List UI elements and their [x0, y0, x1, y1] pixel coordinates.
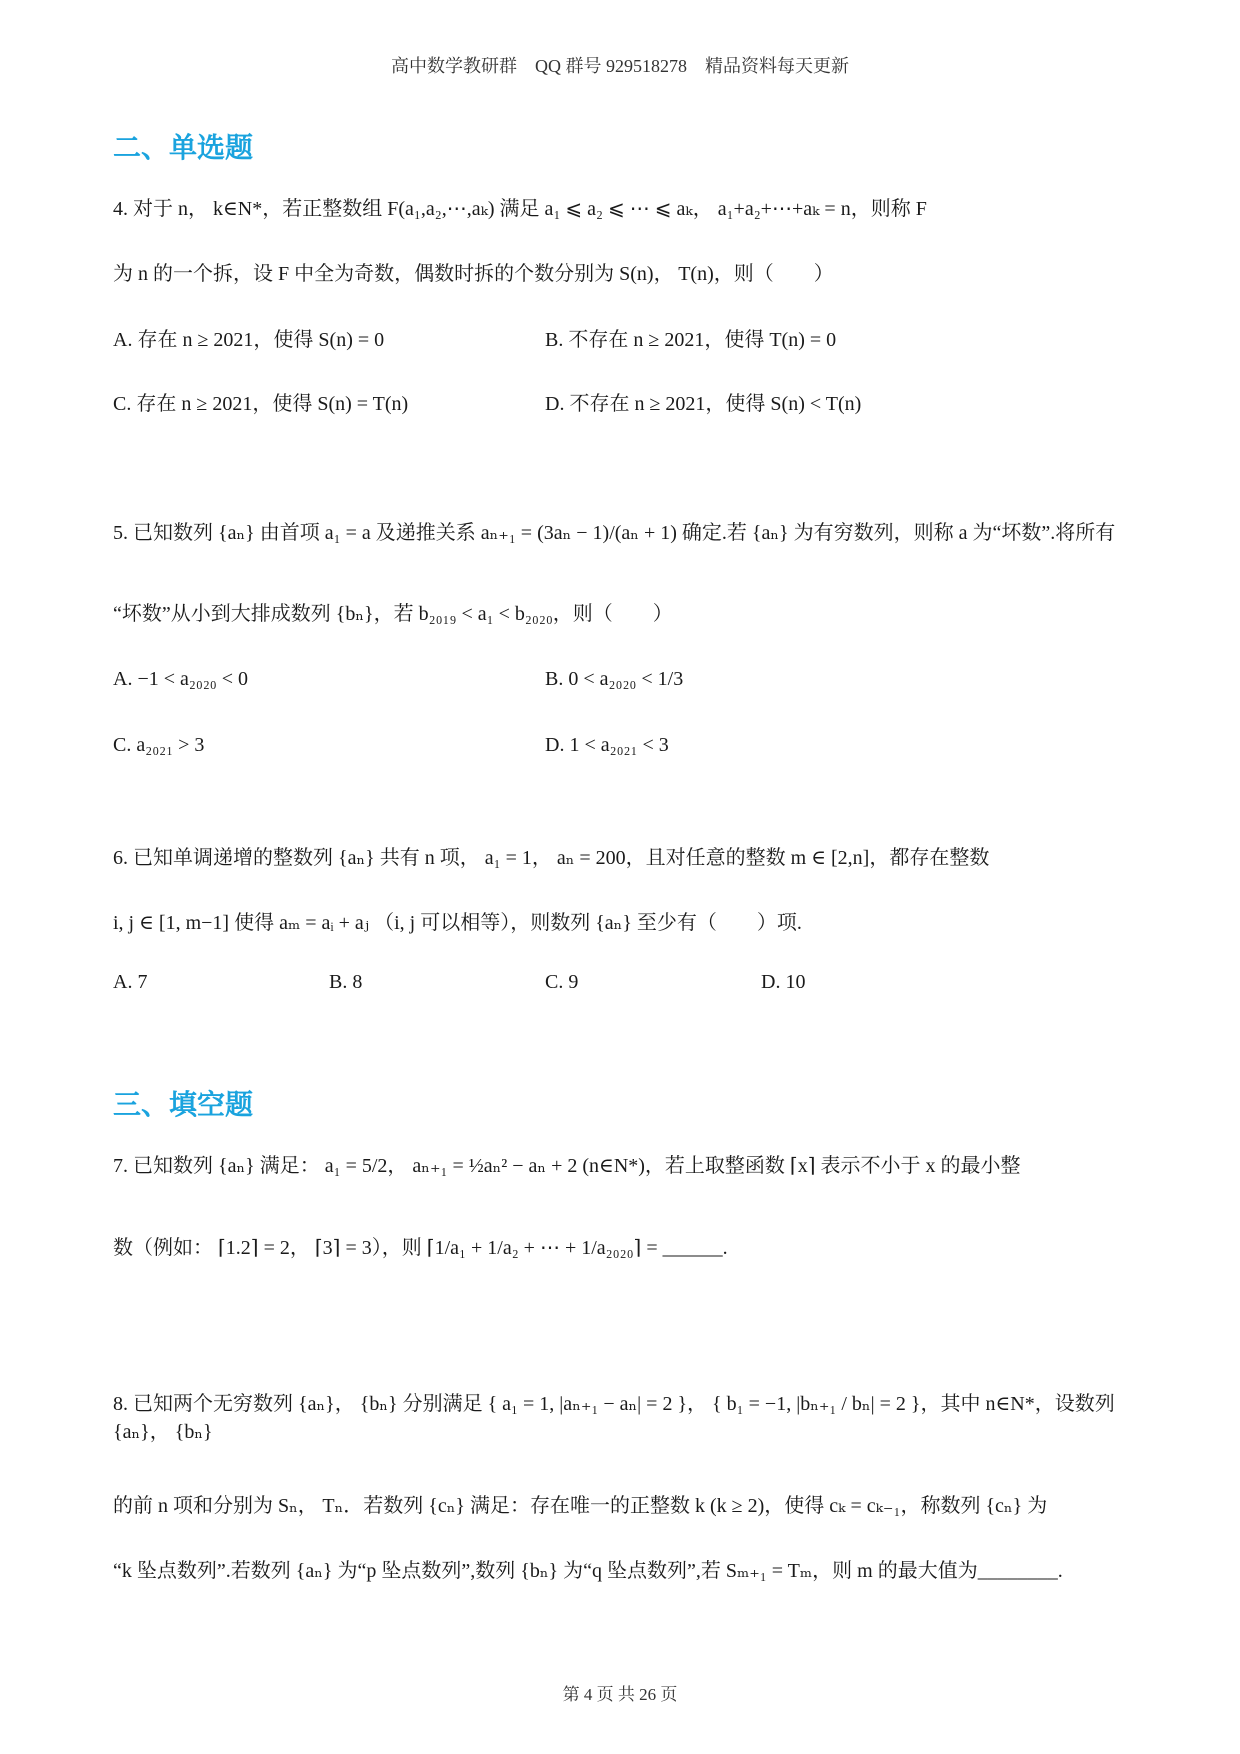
q6-option-d: D. 10: [761, 971, 806, 993]
q8-line-1: 8. 已知两个无穷数列 {aₙ}， {bₙ} 分别满足 { a₁ = 1, |aₙ₊₁ − aₙ| = 2 }， { b₁ = −1, |bₙ₊₁ / bₙ| = 2 }，其中 n∈N*，设数列 {aₙ}， {bₙ}: [113, 1393, 1115, 1443]
q5-option-d: D. 1 < a₂₀₂₁ < 3: [545, 734, 669, 756]
q6-option-a: A. 7: [113, 971, 148, 993]
q4-option-c: C. 存在 n ≥ 2021，使得 S(n) = T(n): [113, 393, 409, 415]
q4-option-b: B. 不存在 n ≥ 2021，使得 T(n) = 0: [545, 329, 837, 351]
q4-option-a: A. 存在 n ≥ 2021，使得 S(n) = 0: [113, 329, 385, 351]
q7-line-2: 数（例如： ⌈1.2⌉ = 2， ⌈3⌉ = 3），则 ⌈1/a₁ + 1/a₂ + ⋯ + 1/a₂₀₂₀⌉ = ______.: [113, 1237, 728, 1259]
q6-option-c: C. 9: [545, 971, 579, 993]
q4-line-1: 4. 对于 n， k∈N*，若正整数组 F(a₁,a₂,⋯,aₖ) 满足 a₁ ⩽ a₂ ⩽ ⋯ ⩽ aₖ， a₁+a₂+⋯+aₖ = n，则称 F: [113, 198, 927, 220]
q5-line-2: “坏数”从小到大排成数列 {bₙ}，若 b₂₀₁₉ < a₁ < b₂₀₂₀，则（ ）: [113, 603, 673, 625]
page-header: 高中数学教研群 QQ 群号 929518278 精品资料每天更新: [391, 56, 849, 76]
q5-option-c: C. a₂₀₂₁ > 3: [113, 734, 205, 756]
q5-line-1: 5. 已知数列 {aₙ} 由首项 a₁ = a 及递推关系 aₙ₊₁ = (3aₙ − 1)/(aₙ + 1) 确定.若 {aₙ} 为有穷数列，则称 a 为“坏数”.将所有: [113, 522, 1116, 544]
q5-option-b: B. 0 < a₂₀₂₀ < 1/3: [545, 668, 684, 690]
q6-line-2: i, j ∈ [1, m−1] 使得 aₘ = aᵢ + aⱼ （i, j 可以相等），则数列 {aₙ} 至少有（ ）项.: [113, 912, 802, 934]
q8-line-2: 的前 n 项和分别为 Sₙ， Tₙ．若数列 {cₙ} 满足：存在唯一的正整数 k (k ≥ 2)，使得 cₖ = cₖ₋₁，称数列 {cₙ} 为: [113, 1495, 1048, 1517]
q4-option-d: D. 不存在 n ≥ 2021，使得 S(n) < T(n): [545, 393, 862, 415]
q5-option-a: A. −1 < a₂₀₂₀ < 0: [113, 668, 249, 690]
page-footer: 第 4 页 共 26 页: [562, 1685, 678, 1704]
q6-option-b: B. 8: [329, 971, 363, 993]
q7-line-1: 7. 已知数列 {aₙ} 满足： a₁ = 5/2， aₙ₊₁ = ½aₙ² − aₙ + 2 (n∈N*)，若上取整函数 ⌈x⌉ 表示不小于 x 的最小整: [113, 1155, 1021, 1177]
q8-line-3: “k 坠点数列”.若数列 {aₙ} 为“p 坠点数列”,数列 {bₙ} 为“q 坠点数列”,若 Sₘ₊₁ = Tₘ，则 m 的最大值为________.: [113, 1560, 1063, 1582]
section-title-fill-blank: 三、填空题: [113, 1090, 254, 1121]
section-title-single-choice: 二、单选题: [113, 133, 254, 164]
q4-line-2: 为 n 的一个拆，设 F 中全为奇数，偶数时拆的个数分别为 S(n)， T(n)，则（ ）: [113, 263, 834, 285]
q6-line-1: 6. 已知单调递增的整数列 {aₙ} 共有 n 项， a₁ = 1， aₙ = 200，且对任意的整数 m ∈ [2,n]，都存在整数: [113, 847, 990, 869]
